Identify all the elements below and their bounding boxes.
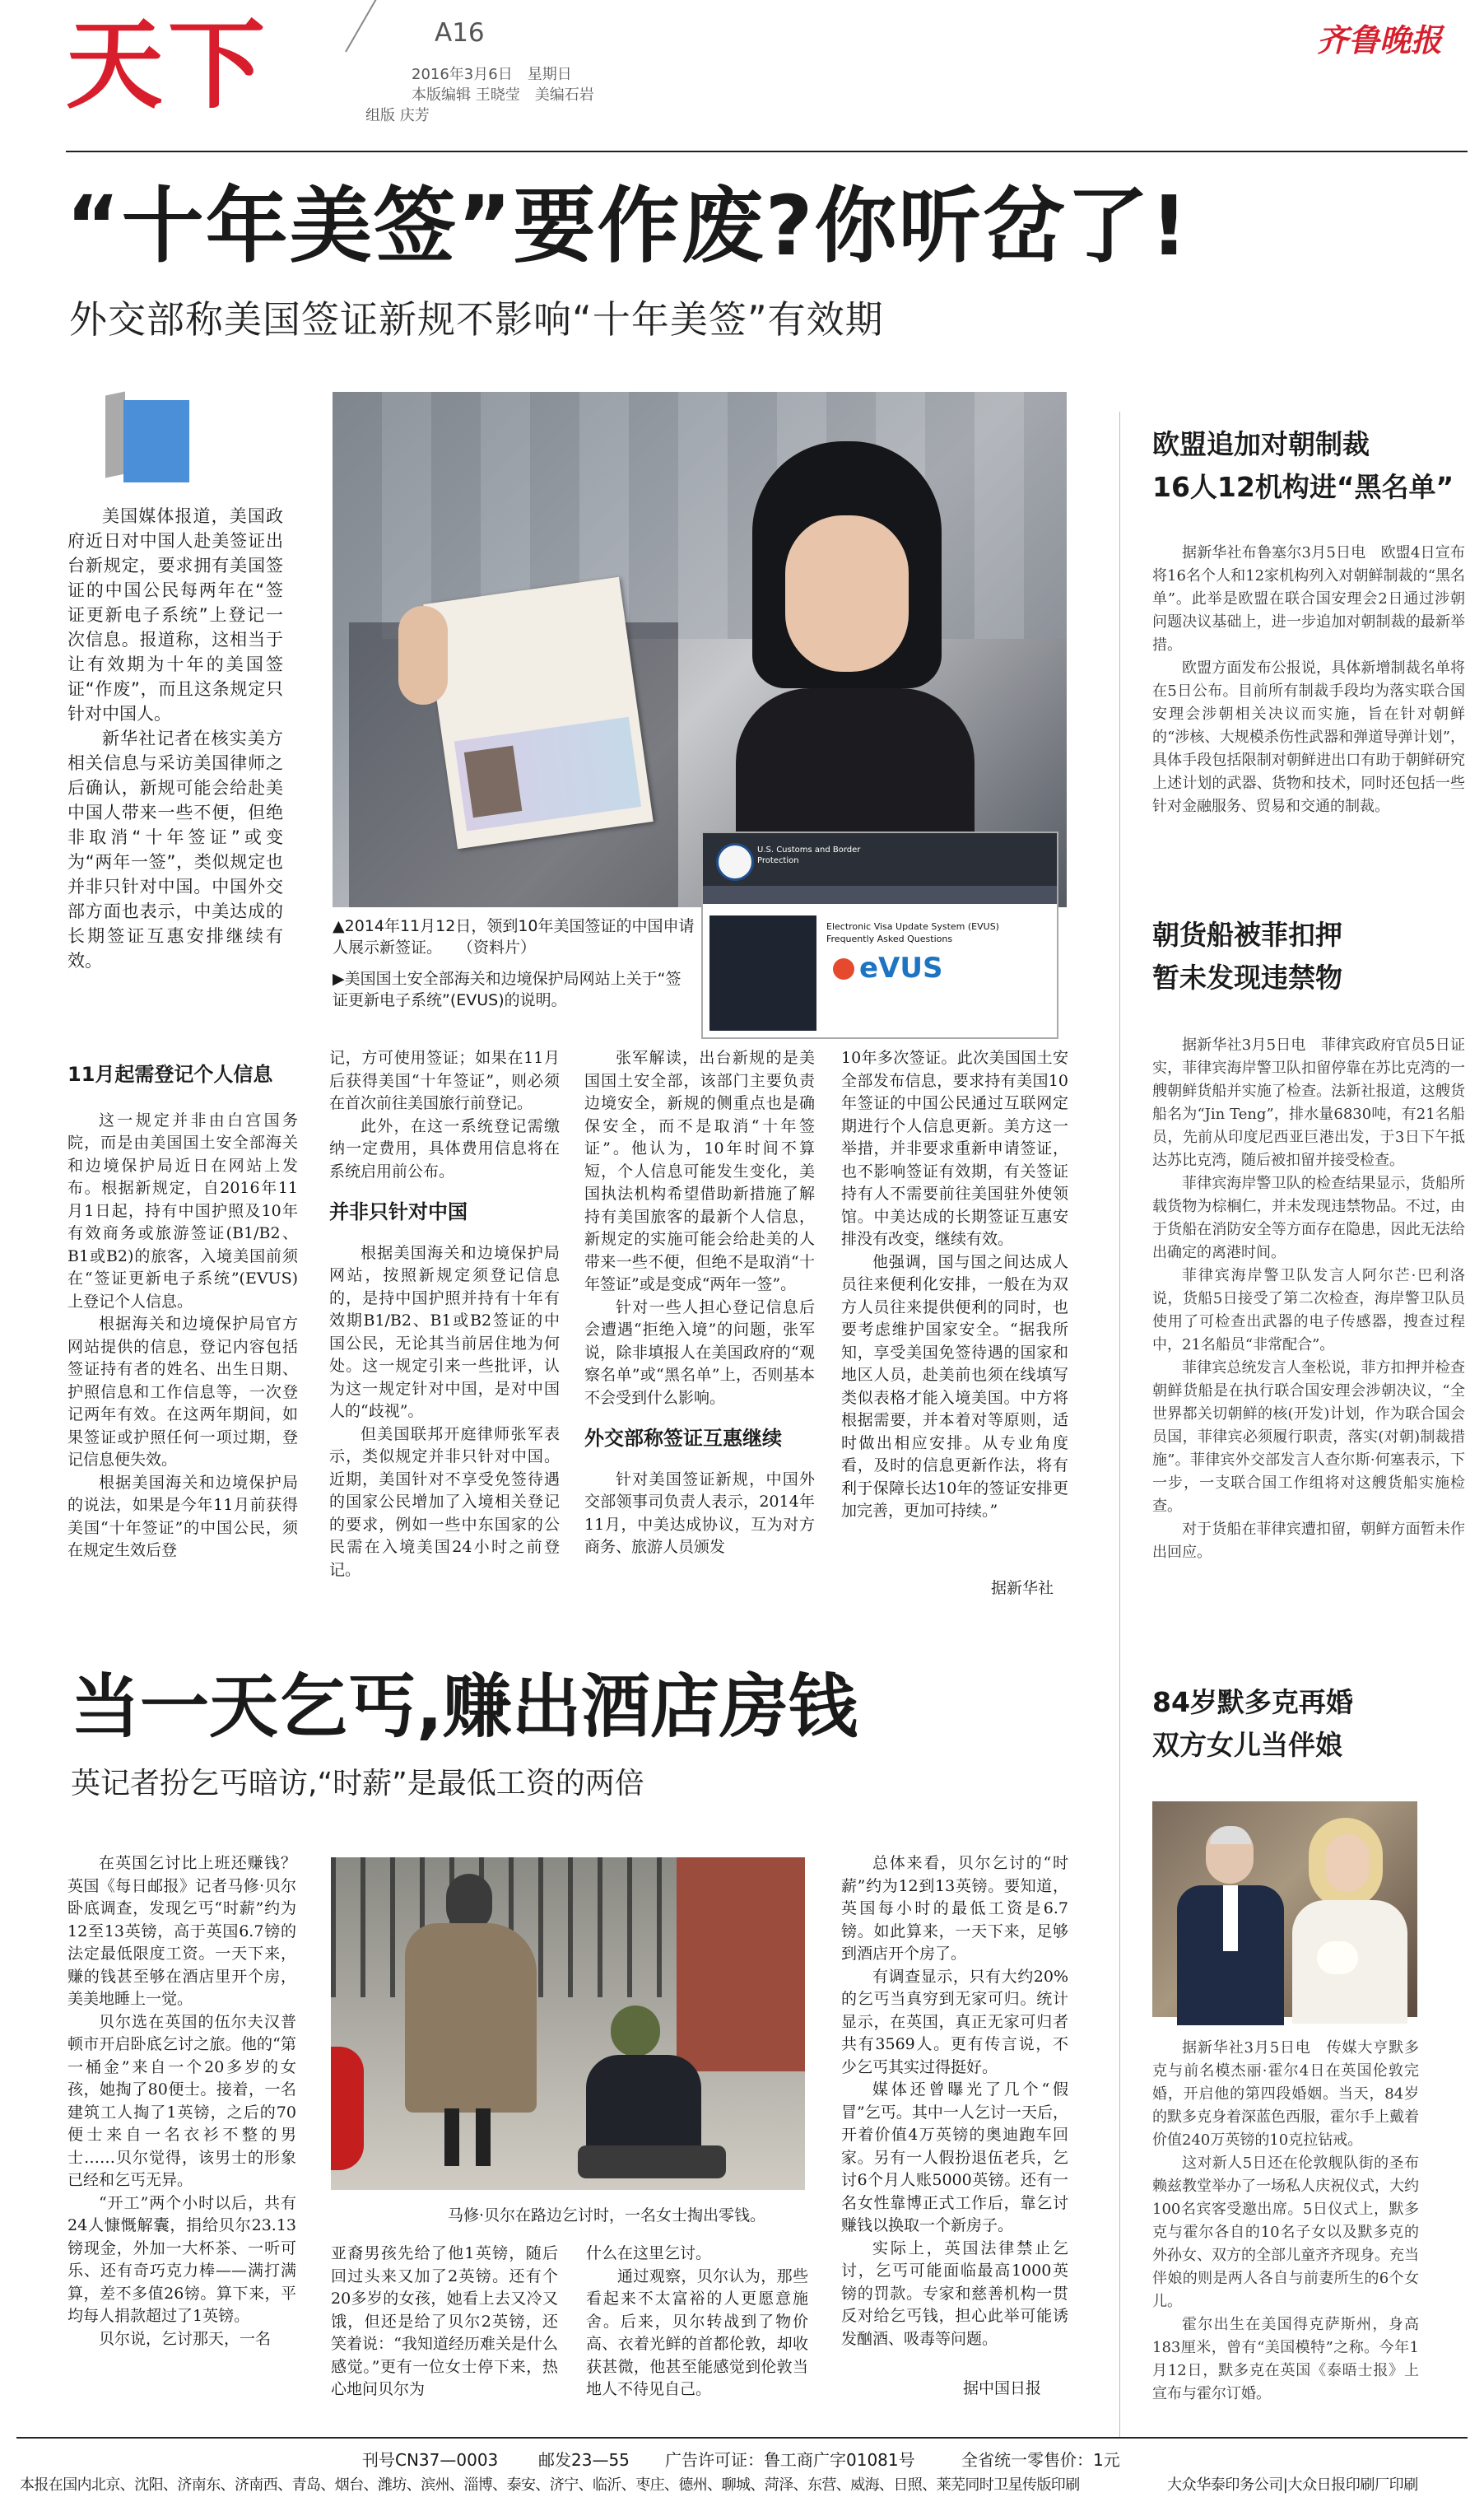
story2-column-4 <box>841 1852 1068 2379</box>
paragraph: 根据海关和边境保护局官方网站提供的信息，登记内容包括签证持有者的姓名、出生日期、护照信息和工作信息等，一次登记两年有效。在这两年期间，如果签证或护照任何一项过期，登记信息便失效。 <box>67 1315 298 1469</box>
editor-credit: 本版编辑 王晓莹 美编石岩 <box>412 86 594 104</box>
paragraph: 菲律宾海岸警卫队的检查结果显示，货船所载货物为棕榈仁，并未发现违禁物品。不过，由于货船在消防安全等方面存在隐患，因此无法给出确定的离港时间。 <box>1152 1175 1465 1261</box>
footer-reg: 刊号CN37—0003 <box>362 2450 499 2470</box>
story1-column-4 <box>841 1047 1068 1574</box>
sidebar-story2-line1: 朝货船被菲扣押 <box>1152 919 1342 951</box>
subhead-registration: 11月起需登记个人信息 <box>67 1063 273 1086</box>
sidebar-story2-title <box>1152 914 1465 999</box>
paragraph: 通过观察，贝尔认为，那些看起来不太富裕的人更愿意施舍。后来，贝尔转战到了物价高、衣着光鲜的首都伦敦，却收获甚微，他甚至能感觉到伦敦当地人不待见自己。 <box>586 2266 808 2398</box>
beggar-figure <box>578 2006 726 2187</box>
paragraph: 欧盟方面发布公报说，具体新增制裁名单将在5日公布。目前所有制裁手段均为落实联合国安理会涉朝相关决议而实施，旨在针对朝鲜的“涉核、大规模杀伤性武器和弹道导弹计划”，具体手段包括限制对朝鲜进出口有助于朝鲜研究上述计划的武器、货物和技术，同时还包括一些针对金融服务、贸易和交通的制裁。 <box>1152 659 1465 815</box>
paragraph: 他强调，国与国之间达成人员往来便利化安排，一般在为双方人员往来提供便利的同时，也要考虑维护国家安全。“据我所知，享受美国免签待遇的国家和地区人员，赴美前也须在线填写类似表格才能入境美国。中方将根据需要，并本着对等原则，适时做出相应安排。从专业角度看，及时的信息更新作法，将有利于保障长达10年的签证安排更加完善，更加可持续。” <box>841 1252 1068 1520</box>
paragraph: 此外，在这一系统登记需缴纳一定费用，具体费用信息将在系统启用前公布。 <box>329 1116 560 1181</box>
footer-rule <box>16 2437 1468 2439</box>
newspaper-logo: 齐鲁晚报 <box>1317 21 1443 58</box>
sidebar-divider <box>1119 412 1120 2437</box>
paragraph: 据新华社3月5日电 传媒大亨默多克与前名模杰丽·霍尔4日在英国伦敦完婚，开启他的第四段婚姻。当天，84岁的默多克身着深蓝色西服，霍尔手上戴着价值240万英镑的10克拉钻戒。 <box>1152 2039 1419 2149</box>
paragraph: 针对美国签证新规，中国外交部领事司负责人表示，2014年11月，中美达成协议，互为对方商务、旅游人员颁发 <box>584 1470 815 1556</box>
sidebar-story3-title <box>1152 1681 1465 1767</box>
paragraph: 贝尔说，乞讨那天，一名 <box>99 2329 272 2348</box>
footer-printer: 大众华泰印务公司|大众日报印刷厂印刷 <box>1167 2476 1418 2494</box>
photo-caption-1: ▲2014年11月12日，领到10年美国签证的中国申请人展示新签证。 （资料片） <box>333 917 695 957</box>
story1-column-3 <box>584 1047 815 1599</box>
paragraph: 对于货船在菲律宾遭扣留，朝鲜方面暂未作出回应。 <box>1152 1521 1465 1561</box>
sidebar-story3-line1: 84岁默多克再婚 <box>1152 1686 1353 1718</box>
footer-post: 邮发23—55 <box>538 2450 630 2470</box>
header-rule <box>66 151 1468 152</box>
beggar-photo-caption: 马修·贝尔在路边乞讨时，一名女士掏出零钱。 <box>448 2206 766 2224</box>
subhead-not-only-china: 并非只针对中国 <box>329 1200 468 1223</box>
paragraph: 亚裔男孩先给了他1英镑，随后回过头来又加了2英镑。还有个20多岁的女孩，她看上去又冷又饿，但还是给了贝尔2英镑，还笑着说：“我知道经历难关是什么感觉。”更有一位女士停下来，热心地问贝尔为 <box>331 2244 558 2398</box>
bride-figure <box>1292 1818 1407 2024</box>
paragraph: 记，方可使用签证；如果在11月后获得美国“十年签证”，则必须在首次前往美国旅行前登记。 <box>329 1049 560 1112</box>
evus-title: Electronic Visa Update System (EVUS) Frequently Asked Questions <box>826 921 999 944</box>
paragraph: 实际上，英国法律禁止乞讨，乞丐可能面临最高1000英镑的罚款。专家和慈善机构一贯反对给乞丐钱，担心此举可能诱发酗酒、吸毒等问题。 <box>841 2238 1068 2348</box>
evus-logo-icon <box>833 958 854 980</box>
footer-price: 全省统一零售价：1元 <box>961 2450 1120 2470</box>
visa-photo <box>333 392 1067 907</box>
paragraph: 根据美国海关和边境保护局的说法，如果是今年11月前获得美国“十年签证”的中国公民，须在规定生效后登 <box>67 1473 298 1559</box>
paragraph: 媒体还曾曝光了几个“假冒”乞丐。其中一人乞讨一天后，开着价值4万英镑的奥迪跑车回家。另有一人假扮退伍老兵，乞讨6个月人账5000英镑。还有一名女性靠博正式工作后，靠乞讨赚钱以换取一个新房子。 <box>841 2080 1068 2234</box>
cbp-seal-icon <box>716 843 754 881</box>
footer-print: 本报在国内北京、沈阳、济南东、济南西、青岛、烟台、潍坊、滨州、淄博、泰安、济宁、临沂、枣庄、德州、聊城、菏泽、东营、威海、日照、莱芜同时卫星传版印刷 <box>20 2476 1080 2494</box>
paragraph: 根据美国海关和边境保护局网站，按照新规定须登记信息的，是持中国护照并持有十年有效期B1/B2、B1或B2签证的中国公民，无论其当前居住地为何处。这一规定引来一些批评，认为这一规定针对中国，是对中国人的“歧视”。 <box>329 1243 560 1420</box>
story1-lead-column <box>67 504 283 973</box>
paragraph: 什么在这里乞讨。 <box>586 2244 712 2262</box>
paragraph: 在英国乞讨比上班还赚钱？英国《每日邮报》记者马修·贝尔卧底调查，发现乞丐“时薪”约为12至13英镑，高于英国6.7镑的法定最低限度工资。一天下来，赚的钱甚至够在酒店里开个房，美美地睡上一觉。 <box>67 1854 296 2008</box>
evus-logo: eVUS <box>859 952 943 985</box>
paragraph: 贝尔选在英国的伍尔夫汉普顿市开启卧底乞讨之旅。他的“第一桶金”来自一个20多岁的女孩，她掏了80便士。接着，一名建筑工人掏了1英镑，之后的70便士来自一名衣衫不整的男士……贝尔觉得，该男士的形象已经和乞丐无异。 <box>67 2012 296 2189</box>
passport-visa <box>423 577 653 849</box>
beggar-photo <box>331 1857 805 2190</box>
paragraph: 据新华社布鲁塞尔3月5日电 欧盟4日宣布将16名个人和12家机构列入对朝鲜制裁的“黑名单”。此举是欧盟在联合国安理会2日通过涉朝问题决议基础上，进一步追加对朝制裁的最新举措。 <box>1152 544 1465 654</box>
story1-column-2 <box>329 1047 560 1599</box>
groom-figure <box>1177 1826 1284 2024</box>
sidebar-story1-body <box>1152 542 1465 871</box>
paragraph: 菲律宾海岸警卫队发言人阿尔芒·巴利洛说，货船5日接受了第二次检查，海岸警卫队员使用了可检查出武器的电子传感器，搜查过程中，21名船员“非常配合”。 <box>1152 1267 1465 1353</box>
sidebar-story1-title <box>1152 423 1465 509</box>
sidebar-story1-line2: 16人12机构进“黑名单” <box>1152 471 1454 503</box>
section-title: 天下 <box>66 8 271 122</box>
sidebar-story3-body <box>1152 2037 1419 2402</box>
paragraph: 总体来看，贝尔乞讨的“时薪”约为12到13英镑。要知道，英国每小时的最低工资是6.7镑。如此算来，一天下来，足够到酒店开个房了。 <box>841 1854 1068 1963</box>
story2-column-2 <box>331 2243 558 2398</box>
proof-credit: 组版 庆芳 <box>365 107 430 124</box>
sidebar-story2-line2: 暂未发现违禁物 <box>1152 962 1342 994</box>
story2-credit: 据中国日报 <box>963 2379 1042 2397</box>
sidebar-story3-line2: 双方女儿当伴娘 <box>1152 1729 1342 1761</box>
paragraph: “开工”两个小时以后，共有24人慷慨解囊，捐给贝尔23.13镑现金，外加一大杯茶、一听可乐、还有奇巧克力棒——满打满算，差不多值26镑。算下来，平均每人捐款超过了1英镑。 <box>67 2193 296 2325</box>
issue-date: 2016年3月6日 星期日 <box>412 66 572 83</box>
story1-lead-p1: 美国媒体报道，美国政府近日对中国人赴美签证出台新规定，要求拥有美国签证的中国公民每两年在“签证更新电子系统”上登记一次信息。报道称，这相当于让有效期为十年的美国签证“作废”，而且这条规定只针对中国人。 <box>67 506 283 724</box>
paragraph: 据新华社3月5日电 菲律宾政府官员5日证实，菲律宾海岸警卫队扣留停靠在苏比克湾的一艘朝鲜货船并实施了检查。法新社报道，这艘货船名为“Jin Teng”，排水量6830吨，有21名船员，先前从印度尼西亚巨港出发，于3日下午抵达苏比克湾，随后被扣留并接受检查。 <box>1152 1037 1465 1169</box>
paragraph: 这对新人5日还在伦敦舰队街的圣布赖兹教堂举办了一场私人庆祝仪式，大约100名宾客受邀出席。5日仪式上，默多克与霍尔各自的10名子女以及默多克的外孙女、双方的全部儿童齐齐现身。充当伴娘的则是两人各自与前妻所生的6个女儿。 <box>1152 2155 1419 2310</box>
subhead-reciprocity: 外交部称签证互惠继续 <box>584 1427 782 1450</box>
story2-column-1 <box>67 1852 296 2379</box>
paragraph: 针对一些人担心登记信息后会遭遇“拒绝入境”的问题，张军说，除非填报人在美国政府的“观察名单”或“黑名单”上，否则基本不会受到什么影响。 <box>584 1297 815 1407</box>
story2-headline: 当一天乞丐,赚出酒店房钱 <box>71 1666 858 1747</box>
footer-ad: 广告许可证：鲁工商广字01081号 <box>665 2450 915 2470</box>
story2-subhead: 英记者扮乞丐暗访,“时薪”是最低工资的两倍 <box>71 1767 644 1801</box>
story1-subhead: 外交部称美国签证新规不影响“十年美签”有效期 <box>69 297 884 342</box>
photo-caption-2: ▶美国国土安全部海关和边境保护局网站上关于“签证更新电子系统”(EVUS)的说明。 <box>333 970 682 1009</box>
story1-lead-p2: 新华社记者在核实美方相关信息与采访美国律师之后确认，新规可能会给赴美中国人带来一些不便，但绝非取消“十年签证”或变为“两年一签”，类似规定也并非只针对中国。中国外交部方面也表示，中美达成的长期签证互惠安排继续有效。 <box>67 729 283 971</box>
story1-credit: 据新华社 <box>991 1579 1054 1597</box>
evus-agency: U.S. Customs and Border Protection <box>757 846 861 865</box>
page-number: A16 <box>435 18 485 48</box>
story2-column-3 <box>586 2243 808 2398</box>
paragraph: 10年多次签证。此次美国国土安全部发布信息，要求持有美国10年签证的中国公民通过互联网定期进行个人信息更新。美方这一举措，并非要求重新申请签证，也不影响签证有效期，有关签证持有人不需要前往美国驻外使领馆。中美达成的长期签证互惠安排没有改变，继续有效。 <box>841 1049 1068 1248</box>
sidebar-story1-line1: 欧盟追加对朝制裁 <box>1152 428 1370 460</box>
sidebar-story2-body <box>1152 1034 1465 1655</box>
wedding-photo <box>1152 1801 1417 2017</box>
decorative-blue-block <box>105 394 191 484</box>
paragraph: 张军解读，出台新规的是美国国土安全部，该部门主要负责边境安全，新规的侧重点也是确保安全，而不是取消“十年签证”。他认为，10年时间不算短，个人信息可能发生变化，美国执法机构希望借助新措施了解持有美国旅客的最新个人信息，新规定的实施可能会给赴美的人带来一些不便，但绝不是取消“十年签证”或是变成“两年一签”。 <box>584 1049 815 1293</box>
paragraph: 这一规定并非由白宫国务院，而是由美国国土安全部海关和边境保护局近日在网站上发布。根据新规定，自2016年11月1日起，持有中国护照及10年有效商务或旅游签证(B1/B2、B1或B2)的旅客，入境美国前须在“签证更新电子系统”(EVUS)上登记个人信息。 <box>67 1111 298 1311</box>
paragraph: 有调查显示，只有大约20%的乞丐当真穷到无家可归。统计显示，在英国，真正无家可归者共有3569人。更有传言说，不少乞丐其实过得挺好。 <box>841 1967 1068 2076</box>
story1-column-1 <box>67 1064 298 1599</box>
evus-screenshot <box>701 832 1058 1039</box>
story1-headline: “十年美签”要作废?你听岔了! <box>66 178 1190 274</box>
paragraph: 但美国联邦开庭律师张军表示，类似规定并非只针对中国。近期，美国针对不享受免签待遇的国家公民增加了入境相关登记的要求，例如一些中东国家的公民需在入境美国24小时之前登记。 <box>329 1424 560 1579</box>
paragraph: 菲律宾总统发言人奎松说，菲方扣押并检查朝鲜货船是在执行联合国安理会涉朝决议，“全世界都关切朝鲜的核(开发)计划，作为联合国会员国，菲律宾必须履行职责，落实(对朝)制裁措施”。菲律宾外交部发言人查尔斯·何塞表示，下一步，一支联合国工作组将对这艘货船实施检查。 <box>1152 1359 1465 1515</box>
paragraph: 霍尔出生在美国得克萨斯州，身高183厘米，曾有“美国模特”之称。今年1月12日，默多克在英国《泰晤士报》上宣布与霍尔订婚。 <box>1152 2316 1419 2402</box>
woman-figure <box>405 1874 528 2170</box>
header-divider-slant <box>345 0 384 52</box>
